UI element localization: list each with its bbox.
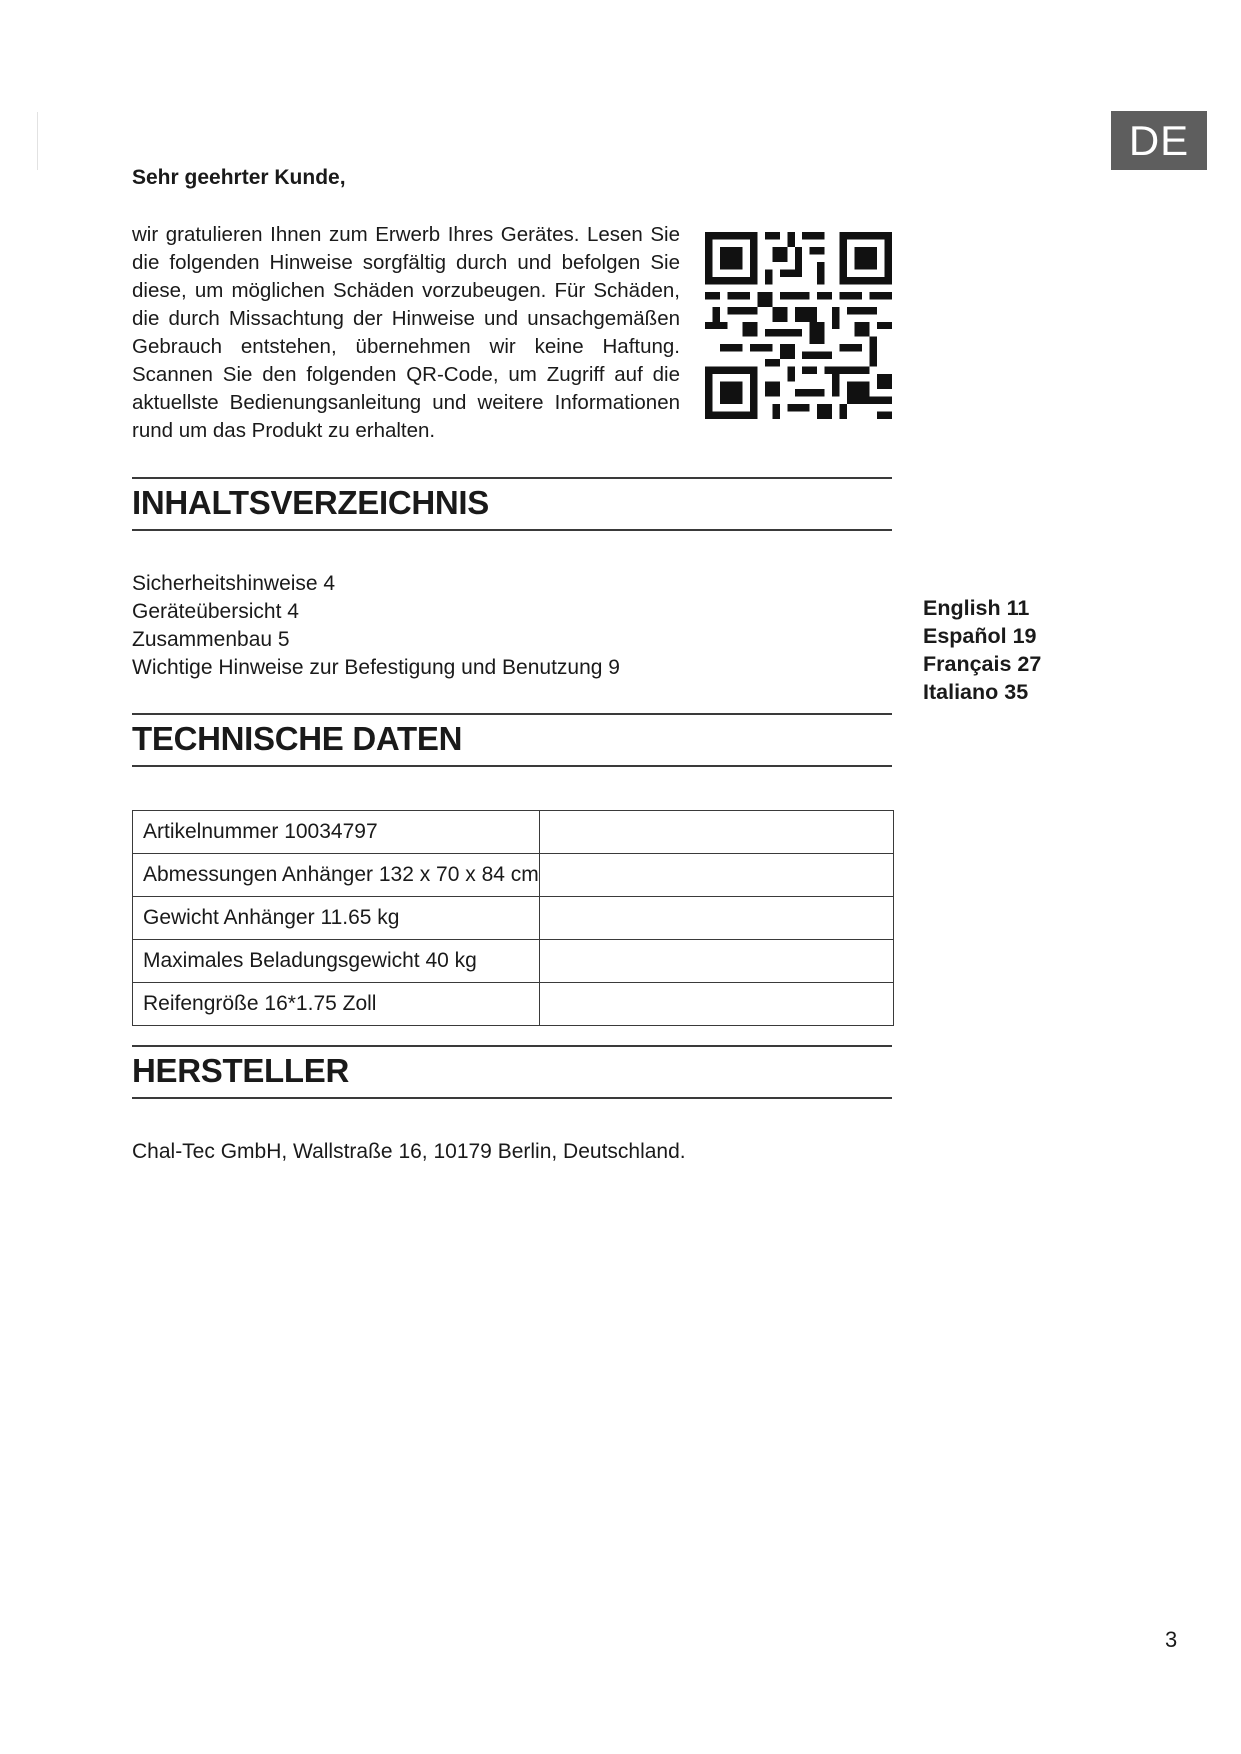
table-row — [133, 983, 894, 1026]
greeting: Sehr geehrter Kunde, — [132, 166, 346, 189]
table-of-contents — [132, 570, 620, 682]
spec-article-number: Artikelnummer 10034797 — [133, 811, 540, 854]
manufacturer-rule-bottom — [132, 1097, 892, 1099]
language-item-french[interactable]: Français 27 — [923, 652, 1042, 676]
intro-paragraph: wir gratulieren Ihnen zum Erwerb Ihres Gerätes. Lesen Sie die folgenden Hinweise sorgfältig durch und befolgen Sie diese, um möglichen Schäden vorzubeugen. Für Schäden, die durch Missachtung der Hinweise und unsachgemäßen Gebrauch entstehen, übernehmen wir keine Haftung. Scannen Sie den folgenden QR-Code, um Zugriff auf die aktuellste Bedienungsanleitung und weitere Informationen rund um das Produkt zu erhalten. — [132, 223, 680, 442]
toc-rule-bottom — [132, 529, 892, 531]
table-row — [133, 811, 894, 854]
specs-rule-top — [132, 713, 892, 715]
manufacturer-address: Chal-Tec GmbH, Wallstraße 16, 10179 Berlin, Deutschland. — [132, 1140, 686, 1163]
qr-code-icon — [705, 232, 892, 419]
spec-dimensions: Abmessungen Anhänger 132 x 70 x 84 cm — [133, 854, 540, 897]
manufacturer-rule-top — [132, 1045, 892, 1047]
specs-rule-bottom — [132, 765, 892, 767]
language-item-italian[interactable]: Italiano 35 — [923, 680, 1029, 704]
spec-weight: Gewicht Anhänger 11.65 kg — [133, 897, 540, 940]
toc-rule-top — [132, 477, 892, 479]
toc-item-assembly[interactable]: Zusammenbau 5 — [132, 628, 290, 651]
margin-mark — [37, 112, 38, 170]
table-row — [133, 854, 894, 897]
language-index — [923, 594, 1041, 706]
spec-empty-cell — [539, 983, 893, 1026]
specs-title: TECHNISCHE DATEN — [132, 720, 463, 757]
toc-item-mounting-notes[interactable]: Wichtige Hinweise zur Befestigung und Benutzung 9 — [132, 656, 620, 679]
language-item-spanish[interactable]: Español 19 — [923, 624, 1037, 648]
spec-empty-cell — [539, 854, 893, 897]
spec-empty-cell — [539, 897, 893, 940]
toc-title: INHALTSVERZEICHNIS — [132, 484, 490, 521]
specs-table — [132, 810, 894, 1026]
language-item-english[interactable]: English 11 — [923, 596, 1030, 620]
spec-empty-cell — [539, 811, 893, 854]
toc-item-overview[interactable]: Geräteübersicht 4 — [132, 600, 299, 623]
spec-max-load: Maximales Beladungsgewicht 40 kg — [133, 940, 540, 983]
language-badge: DE — [1111, 111, 1207, 170]
manufacturer-title: HERSTELLER — [132, 1052, 350, 1089]
page-number: 3 — [1165, 1627, 1178, 1652]
spec-empty-cell — [539, 940, 893, 983]
spec-tire-size: Reifengröße 16*1.75 Zoll — [133, 983, 540, 1026]
toc-item-safety[interactable]: Sicherheitshinweise 4 — [132, 572, 336, 595]
table-row — [133, 940, 894, 983]
table-row — [133, 897, 894, 940]
